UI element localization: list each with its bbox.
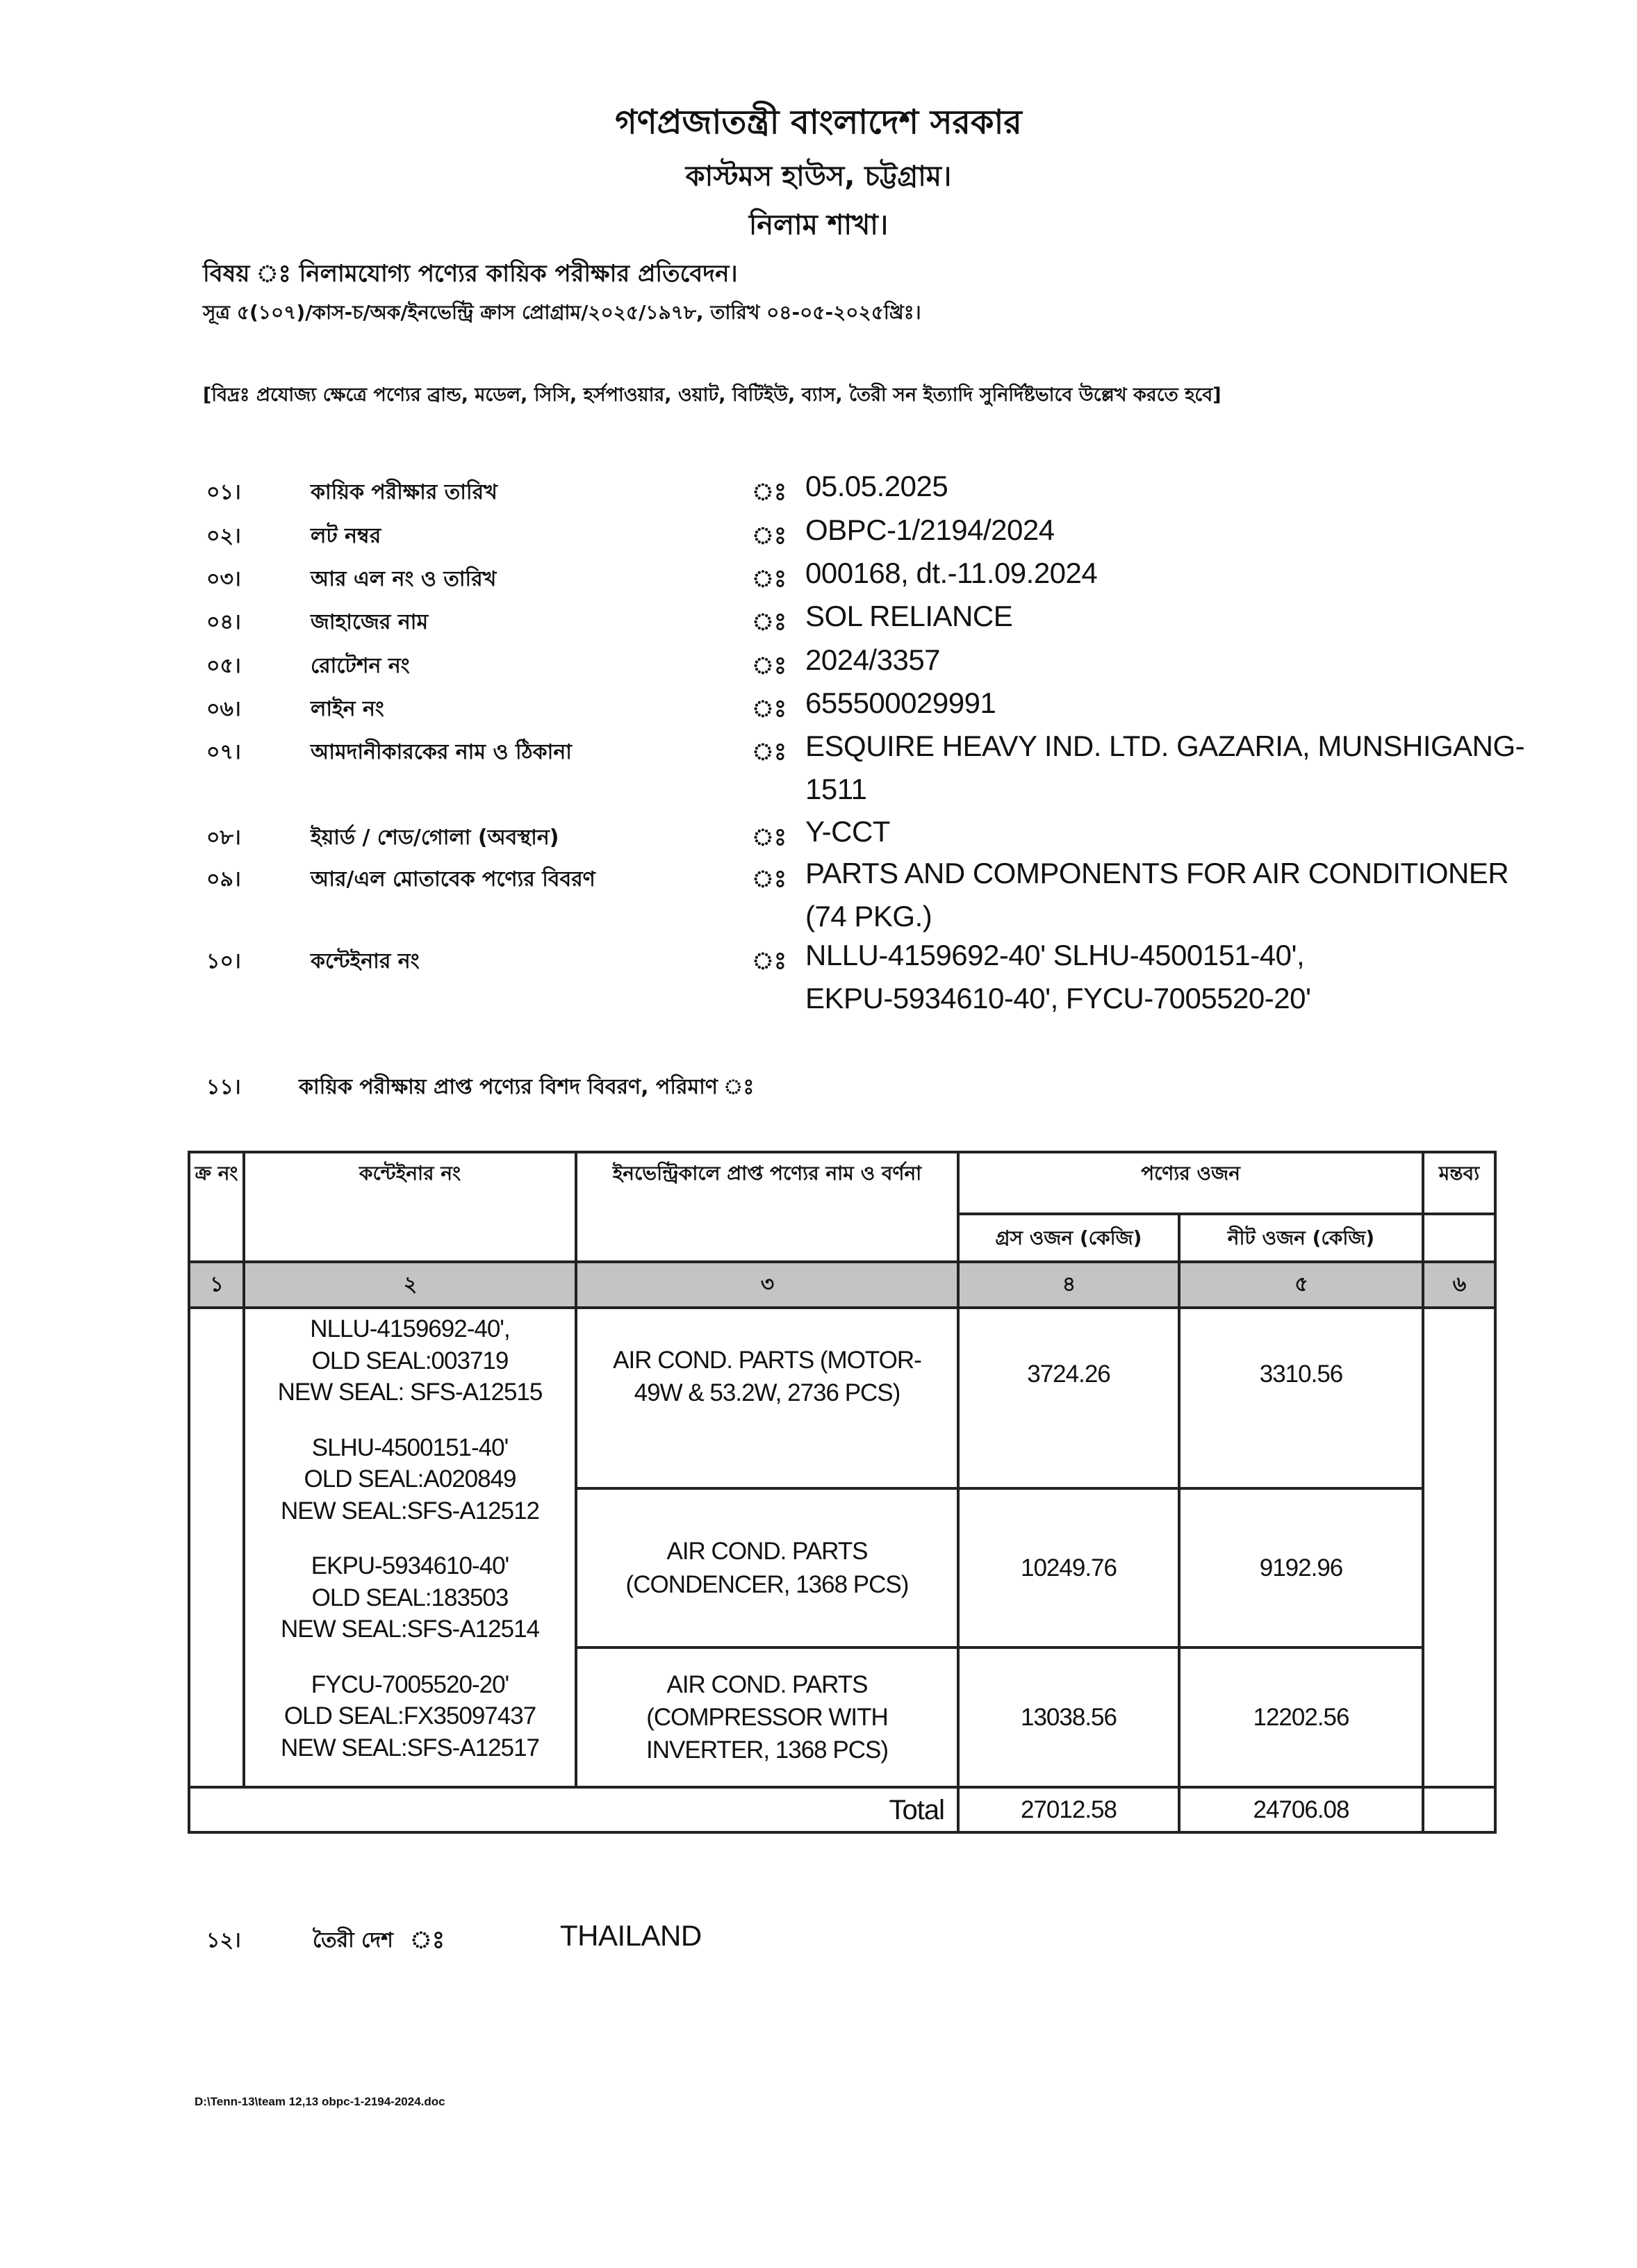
header-weight: পণ্যের ওজন <box>958 1152 1423 1214</box>
item-value-continued: EKPU-5934610-40', FYCU-7005520-20' <box>805 982 1311 1014</box>
item-12-colon: ঃ <box>410 1927 445 1953</box>
net-weight-cell: 12202.56 <box>1179 1647 1423 1787</box>
note-line: [বিদ্রঃ প্রযোজ্য ক্ষেত্রে পণ্যের ব্রান্ড, মডেল, সিসি, হর্সপাওয়ার, ওয়াট, বিটিইউ, ব্যাস, তৈরী সন ইত্যাদি সুনির্দিষ্টভাবে উল্লেখ করতে হবে] <box>203 384 1221 406</box>
item-colon: ঃ <box>752 523 787 549</box>
item-value: 2024/3357 <box>805 643 941 676</box>
header-gross-weight: গ্রস ওজন (কেজি) <box>958 1214 1179 1262</box>
item-value: PARTS AND COMPONENTS FOR AIR CONDITIONER <box>805 857 1509 889</box>
header-net-weight: নীট ওজন (কেজি) <box>1179 1214 1423 1262</box>
item-number: ০৩। <box>206 567 241 591</box>
header-remarks-blank <box>1423 1214 1495 1262</box>
item-colon: ঃ <box>752 739 787 765</box>
item-number: ০৪। <box>206 610 241 634</box>
col-number: ৬ <box>1423 1262 1495 1308</box>
total-label: Total <box>189 1787 958 1832</box>
header-description: ইনভেন্ট্রিকালে প্রাপ্ত পণ্যের নাম ও বর্ণনা <box>576 1152 958 1262</box>
item-value-continued: 1511 <box>805 773 867 805</box>
government-title: গণপ্রজাতন্ত্রী বাংলাদেশ সরকার <box>615 103 1022 142</box>
origin-country: THAILAND <box>560 1919 702 1952</box>
gross-weight-cell: 10249.76 <box>958 1488 1179 1647</box>
item-colon: ঃ <box>752 824 787 850</box>
item-11-number: ১১। <box>206 1075 241 1099</box>
total-gross: 27012.58 <box>958 1787 1179 1832</box>
container-block: EKPU-5934610-40' OLD SEAL:183503 NEW SEAL:SFS-A12514 <box>281 1552 539 1643</box>
branch-title: নিলাম শাখা। <box>748 209 889 241</box>
header-serial: ক্র নং <box>189 1152 244 1262</box>
item-colon: ঃ <box>752 866 787 892</box>
item-value: 000168, dt.-11.09.2024 <box>805 557 1098 589</box>
item-value: SOL RELIANCE <box>805 600 1013 632</box>
net-weight-cell: 3310.56 <box>1179 1308 1423 1488</box>
container-block: SLHU-4500151-40' OLD SEAL:A020849 NEW SEAL:SFS-A12512 <box>281 1433 539 1525</box>
total-net: 24706.08 <box>1179 1787 1423 1832</box>
item-label: আর/এল মোতাবেক পণ্যের বিবরণ <box>311 867 595 891</box>
item-12-label: তৈরী দেশ <box>313 1928 393 1953</box>
total-row <box>189 1787 1495 1832</box>
item-number: ০৮। <box>206 825 241 850</box>
item-label: কন্টেইনার নং <box>311 949 420 973</box>
gross-weight-cell: 13038.56 <box>958 1647 1179 1787</box>
description-cell: AIR COND. PARTS (COMPRESSOR WITH INVERTER, 1368 PCS) <box>576 1647 958 1787</box>
item-label: লট নম্বর <box>311 524 381 548</box>
net-weight-cell: 9192.96 <box>1179 1488 1423 1647</box>
item-colon: ঃ <box>752 566 787 592</box>
item-number: ০৭। <box>206 740 241 764</box>
col-number: ৪ <box>958 1262 1179 1308</box>
item-value: Y-CCT <box>805 815 890 848</box>
item-value: 655500029991 <box>805 687 996 719</box>
item-number: ০১। <box>206 480 241 504</box>
gross-weight-cell: 3724.26 <box>958 1308 1179 1488</box>
item-colon: ঃ <box>752 696 787 722</box>
subject-line: বিষয় ঃ নিলামযোগ্য পণ্যের কায়িক পরীক্ষার প্রতিবেদন। <box>203 260 738 288</box>
container-cell <box>244 1308 576 1787</box>
item-colon: ঃ <box>752 652 787 679</box>
item-12-number: ১২। <box>206 1928 241 1953</box>
item-number: ০৯। <box>206 867 241 891</box>
header-remarks: মন্তব্য <box>1423 1152 1495 1214</box>
item-label: রোটেশন নং <box>311 654 410 678</box>
item-value-continued: (74 PKG.) <box>805 900 932 932</box>
item-value: 05.05.2025 <box>805 470 948 502</box>
description-cell: AIR COND. PARTS (CONDENCER, 1368 PCS) <box>576 1488 958 1647</box>
item-label: ইয়ার্ড / শেড/গোলা (অবস্থান) <box>311 825 559 850</box>
item-number: ০৬। <box>206 697 241 721</box>
item-value: ESQUIRE HEAVY IND. LTD. GAZARIA, MUNSHIGANG- <box>805 730 1525 762</box>
col-number: ৫ <box>1179 1262 1423 1308</box>
item-label: আর এল নং ও তারিখ <box>311 567 497 591</box>
col-number: ৩ <box>576 1262 958 1308</box>
item-value: NLLU-4159692-40' SLHU-4500151-40', <box>805 939 1305 971</box>
reference-line: সূত্র ৫(১০৭)/কাস-চ/অক/ইনভেন্ট্রি ক্রাস প্রোগ্রাম/২০২৫/১৯৭৮, তারিখ ০৪-০৫-২০২৫খ্রিঃ। <box>203 301 921 324</box>
item-label: কায়িক পরীক্ষার তারিখ <box>311 480 497 504</box>
total-remarks <box>1423 1787 1495 1832</box>
item-colon: ঃ <box>752 948 787 974</box>
item-number: ১০। <box>206 949 241 973</box>
item-value: OBPC-1/2194/2024 <box>805 513 1055 546</box>
item-number: ০২। <box>206 524 241 548</box>
container-block: NLLU-4159692-40', OLD SEAL:003719 NEW SEAL: SFS-A12515 <box>277 1315 543 1406</box>
header-container: কন্টেইনার নং <box>244 1152 576 1262</box>
col-number: ১ <box>189 1262 244 1308</box>
serial-cell <box>189 1308 244 1787</box>
col-number: ২ <box>244 1262 576 1308</box>
office-title: কাস্টমস হাউস, চট্টগ্রাম। <box>685 161 952 192</box>
container-block: FYCU-7005520-20' OLD SEAL:FX35097437 NEW SEAL:SFS-A12517 <box>281 1670 539 1761</box>
item-label: জাহাজের নাম <box>311 610 429 634</box>
item-label: আমদানীকারকের নাম ও ঠিকানা <box>311 740 572 764</box>
description-cell: AIR COND. PARTS (MOTOR- 49W & 53.2W, 2736 PCS) <box>576 1308 958 1488</box>
item-label: লাইন নং <box>311 697 384 721</box>
item-number: ০৫। <box>206 654 241 678</box>
footer-file-path: D:\Tenn-13\team 12,13 obpc-1-2194-2024.doc <box>195 2095 445 2108</box>
item-11-label: কায়িক পরীক্ষায় প্রাপ্ত পণ্যের বিশদ বিবরণ, পরিমাণ ঃ <box>299 1075 755 1099</box>
remarks-cell <box>1423 1308 1495 1787</box>
table-row <box>189 1308 1495 1488</box>
item-colon: ঃ <box>752 609 787 635</box>
inventory-table <box>188 1151 1497 1834</box>
item-colon: ঃ <box>752 479 787 505</box>
